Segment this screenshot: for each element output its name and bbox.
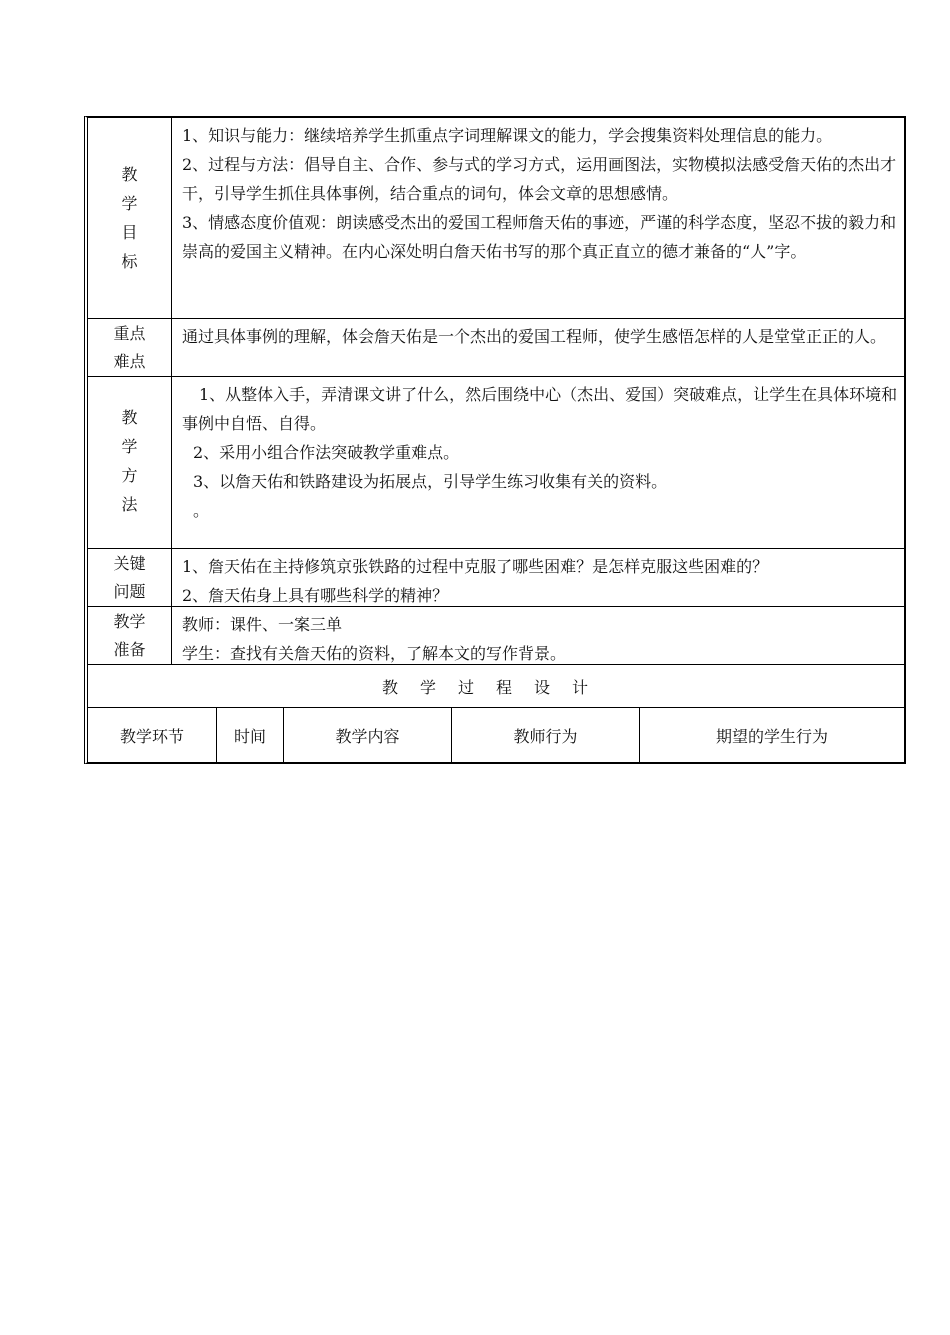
teaching-methods-content — [172, 377, 904, 548]
focus-difficulty-content — [172, 319, 904, 376]
key-questions-row — [88, 549, 904, 607]
goal-process: 2、过程与方法：倡导自主、合作、参与式的学习方式，运用画图法，实物模拟法感受詹天佑的杰出才干，引导学生抓住具体事例，结合重点的词句，体会文章的思想感情。 — [182, 155, 897, 203]
label-char: 法 — [121, 495, 138, 514]
label-char: 学 — [121, 437, 138, 456]
teaching-preparation-content — [172, 607, 904, 664]
header-teacher-behavior: 教师行为 — [452, 708, 640, 762]
focus-text: 通过具体事例的理解，体会詹天佑是一个杰出的爱国工程师，使学生感悟怎样的人是堂堂正正的人。 — [182, 327, 887, 346]
question-2: 2、詹天佑身上具有哪些科学的精神？ — [182, 586, 449, 605]
label-char: 学 — [121, 194, 138, 213]
lesson-plan-table — [84, 116, 906, 764]
label-line: 重点 — [113, 323, 146, 343]
prep-student: 学生：查找有关詹天佑的资料，了解本文的写作背景。 — [182, 644, 567, 663]
method-4: 。 — [193, 501, 210, 520]
label-line: 难点 — [113, 351, 146, 371]
teaching-goals-content — [172, 118, 904, 318]
goal-knowledge: 1、知识与能力：继续培养学生抓重点字词理解课文的能力，学会搜集资料处理信息的能力。 — [182, 126, 833, 145]
process-design-title: 教学过程设计 — [88, 665, 904, 708]
label-line: 准备 — [113, 639, 146, 659]
prep-teacher: 教师：课件、一案三单 — [182, 615, 343, 634]
header-stage: 教学环节 — [88, 708, 217, 762]
key-questions-content — [172, 549, 904, 606]
teaching-preparation-row — [88, 607, 904, 665]
header-student-behavior: 期望的学生行为 — [715, 726, 828, 746]
header-time: 时间 — [217, 708, 284, 762]
label-line: 关键 — [113, 553, 146, 573]
label-char: 方 — [121, 466, 138, 485]
method-2: 2、采用小组合作法突破教学重难点。 — [193, 443, 460, 462]
label-line: 问题 — [113, 581, 146, 601]
key-questions-label — [88, 549, 172, 606]
method-3: 3、以詹天佑和铁路建设为拓展点，引导学生练习收集有关的资料。 — [193, 472, 668, 491]
focus-difficulty-label — [88, 319, 172, 376]
label-char: 教 — [121, 165, 138, 184]
label-char: 标 — [121, 252, 138, 271]
teaching-goals-row — [88, 118, 904, 319]
label-char: 教 — [121, 408, 138, 427]
teaching-methods-label — [88, 377, 172, 548]
teaching-preparation-label — [88, 607, 172, 664]
goal-attitude: 3、情感态度价值观：朗读感受杰出的爱国工程师詹天佑的事迹，严谨的科学态度，坚忍不拔的毅力和崇高的爱国主义精神。在内心深处明白詹天佑书写的那个真正直立的德才兼备的“人”字。 — [182, 213, 897, 261]
header-content: 教学内容 — [284, 708, 452, 762]
process-header-row — [88, 708, 904, 762]
label-line: 教学 — [113, 611, 146, 631]
teaching-methods-row — [88, 377, 904, 549]
method-1: 1、从整体入手，弄清课文讲了什么，然后围绕中心（杰出、爱国）突破难点，让学生在具体环境和事例中自悟、自得。 — [182, 385, 898, 433]
teaching-goals-label — [88, 118, 172, 318]
focus-difficulty-row — [88, 319, 904, 377]
question-1: 1、詹天佑在主持修筑京张铁路的过程中克服了哪些困难？是怎样克服这些困难的？ — [182, 557, 769, 576]
label-char: 目 — [121, 223, 138, 242]
